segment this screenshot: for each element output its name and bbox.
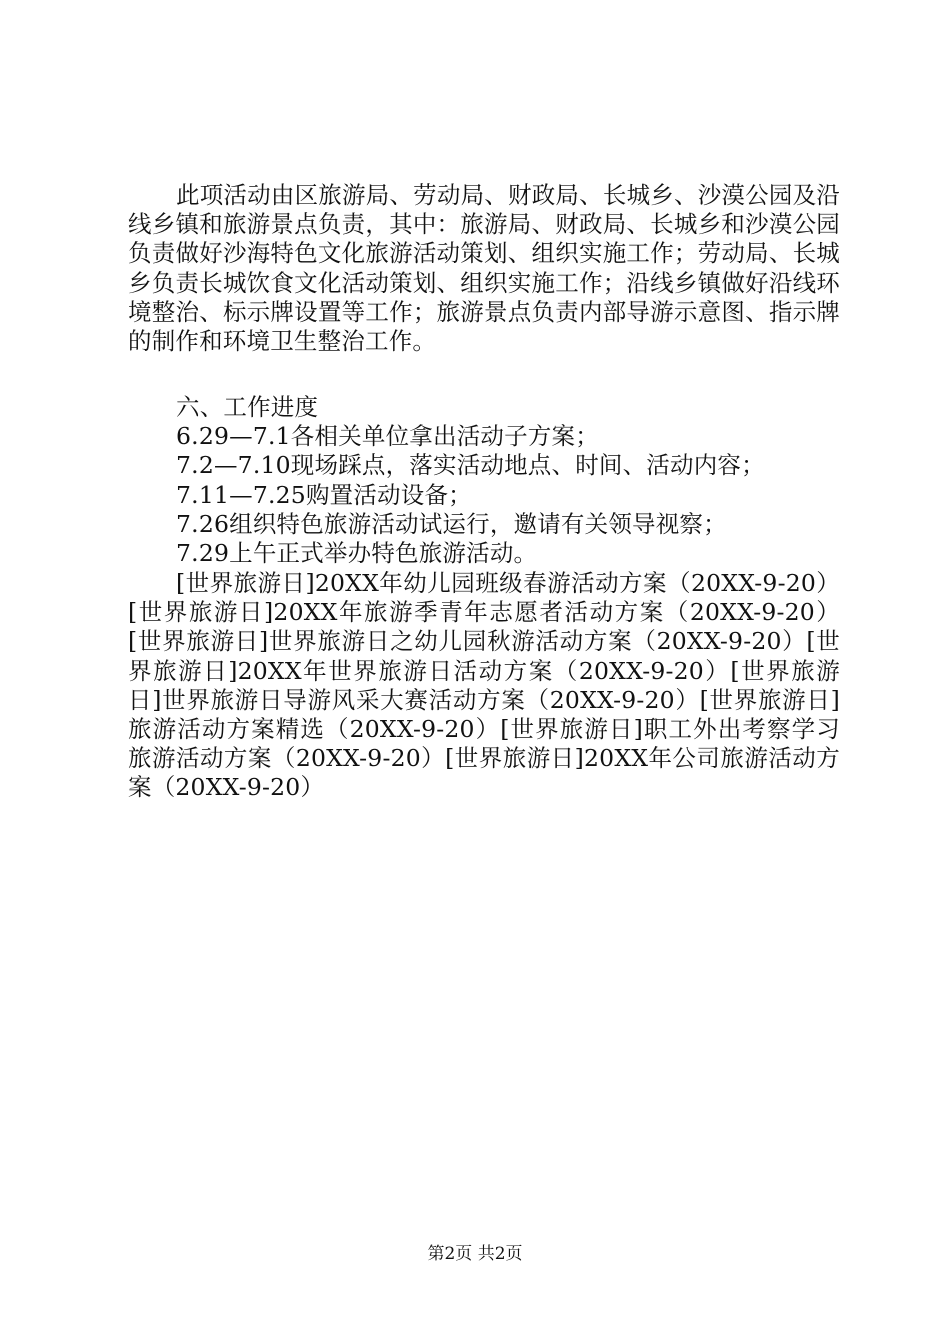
work-progress-section [128, 393, 840, 568]
related-articles-paragraph: [世界旅游日]20XX年幼儿园班级春游活动方案（20XX-9-20）[世界旅游日]20XX年旅游季青年志愿者活动方案（20XX-9-20）[世界旅游日]世界旅游日之幼儿园秋游活动方案（20XX-9-20）[世界旅游日]20XX年世界旅游日活动方案（20XX-9-20）[世界旅游日]世界旅游日导游风采大赛活动方案（20XX-9-20）[世界旅游日]旅游活动方案精选（20XX-9-20）[世界旅游日]职工外出考察学习旅游活动方案（20XX-9-20）[世界旅游日]20XX年公司旅游活动方案（20XX-9-20） [128, 569, 840, 802]
intro-paragraph: 此项活动由区旅游局、劳动局、财政局、长城乡、沙漠公园及沿线乡镇和旅游景点负责，其中：旅游局、财政局、长城乡和沙漠公园负责做好沙海特色文化旅游活动策划、组织实施工作；劳动局、长城乡负责长城饮食文化活动策划、组织实施工作；沿线乡镇做好沿线环境整治、标示牌设置等工作；旅游景点负责内部导游示意图、指示牌的制作和环境卫生整治工作。 [128, 181, 840, 356]
progress-item: 7.11—7.25购置活动设备； [176, 480, 472, 509]
progress-item: 7.26组织特色旅游活动试运行，邀请有关领导视察； [176, 509, 727, 538]
progress-item: 7.2—7.10现场踩点，落实活动地点、时间、活动内容； [176, 451, 765, 480]
progress-item: 7.29上午正式举办特色旅游活动。 [176, 539, 538, 568]
page-number-label: 第2页 共2页 [427, 1244, 523, 1264]
progress-item: 6.29—7.1各相关单位拿出活动子方案； [176, 422, 599, 451]
page-footer [0, 1243, 950, 1265]
intro-section [128, 181, 840, 356]
related-articles-section [128, 569, 840, 803]
section-heading: 六、工作进度 [176, 393, 319, 421]
